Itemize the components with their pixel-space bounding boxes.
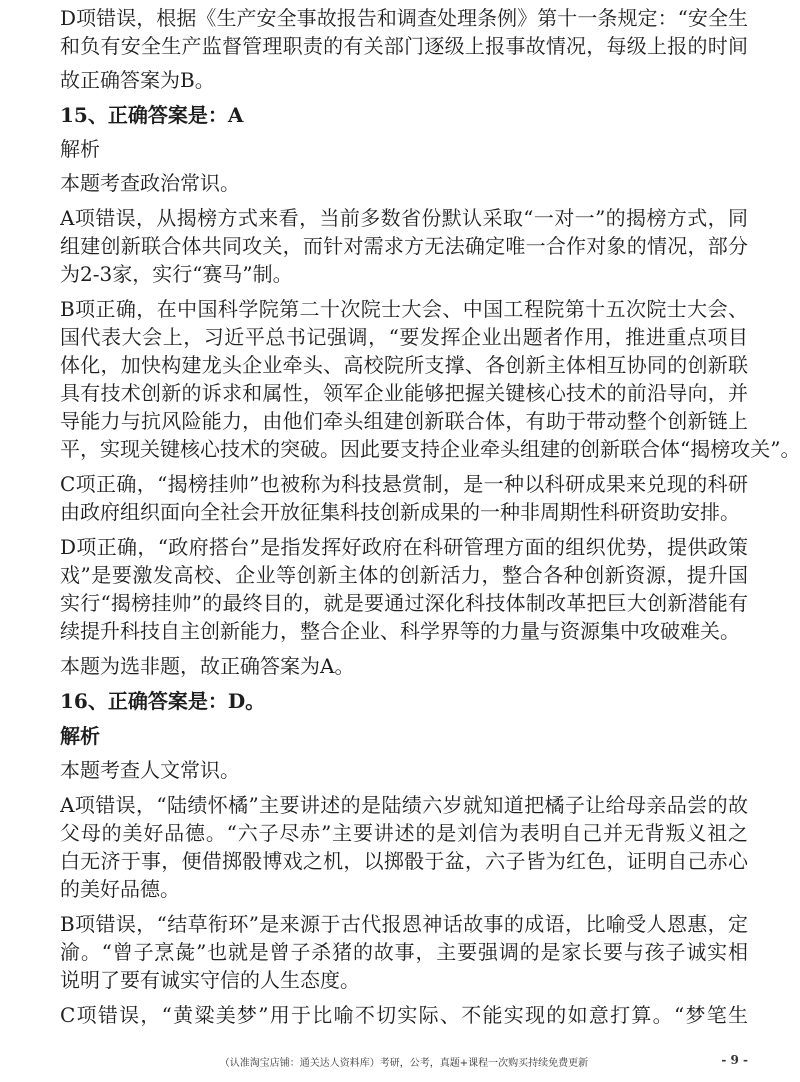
- text-line: 国代表大会上，习近平总书记强调，“要发挥企业出题者作用，推进重点项目: [60, 325, 748, 349]
- text-line: D项错误，根据《生产安全事故报告和调查处理条例》第十一条规定：“安全生: [60, 6, 748, 30]
- text-line: 父母的美好品德。“六子尽赤”主要讲述的是刘信为表明自己并无背叛义祖之: [60, 821, 748, 845]
- section-heading: 16、正确答案是：D。: [60, 689, 266, 713]
- text-line: 本题为选非题，故正确答案为A。: [60, 654, 355, 678]
- text-line: 的美好品德。: [60, 877, 180, 901]
- text-line: 白无济于事，便借掷骰博戏之机，以掷骰于盆，六子皆为红色，证明自己赤心: [60, 849, 748, 873]
- text-line: 组建创新联合体共同攻关，而针对需求方无法确定唯一合作对象的情况，部分: [60, 234, 748, 258]
- text-line: B项错误，“结草衔环”是来源于古代报恩神话故事的成语，比喻受人恩惠，定: [60, 912, 748, 936]
- text-line: 体化，加快构建龙头企业牵头、高校院所支撑、各创新主体相互协同的创新联: [60, 353, 748, 377]
- text-line: B项正确，在中国科学院第二十次院士大会、中国工程院第十五次院士大会、: [60, 297, 748, 321]
- text-line: C项正确，“揭榜挂帅”也被称为科技悬赏制，是一种以科研成果来兑现的科研: [60, 472, 748, 496]
- footer-note: （认准淘宝店铺：通关达人资料库）考研，公考，真题+课程一次购买持续免费更新: [219, 1058, 589, 1069]
- text-line: 说明了要有诚实守信的人生态度。: [60, 968, 360, 992]
- text-line: C项错误，“黄粱美梦”用于比喻不切实际、不能实现的如意打算。“梦笔生: [60, 1003, 748, 1027]
- text-line: D项正确，“政府搭台”是指发挥好政府在科研管理方面的组织优势，提供政策: [60, 535, 748, 559]
- text-line: A项错误，从揭榜方式来看，当前多数省份默认采取“一对一”的揭榜方式，同: [60, 206, 748, 230]
- section-heading: 解析: [60, 724, 100, 748]
- text-line: A项错误，“陆绩怀橘”主要讲述的是陆绩六岁就知道把橘子让给母亲品尝的故: [60, 793, 748, 817]
- text-line: 戏”是要激发高校、企业等创新主体的创新活力，整合各种创新资源，提升国: [60, 563, 748, 587]
- text-line: 和负有安全生产监督管理职责的有关部门逐级上报事故情况，每级上报的时间: [60, 34, 748, 58]
- text-line: 实行“揭榜挂帅”的最终目的，就是要通过深化科技体制改革把巨大创新潜能有: [60, 591, 748, 615]
- text-line: 解析: [60, 137, 100, 161]
- text-line: 渝。“曾子烹彘”也就是曾子杀猪的故事，主要强调的是家长要与孩子诚实相: [60, 940, 748, 964]
- text-line: 导能力与抗风险能力，由他们牵头组建创新联合体，有助于带动整个创新链上: [60, 409, 748, 433]
- text-line: 为2-3家，实行“赛马”制。: [60, 262, 293, 286]
- section-heading: 15、正确答案是：A: [60, 103, 244, 127]
- text-line: 续提升科技自主创新能力，整合企业、科学界等的力量与资源集中攻破难关。: [60, 619, 740, 643]
- text-line: 由政府组织面向全社会开放征集科技创新成果的一种非周期性科研资助安排。: [60, 500, 740, 524]
- text-line: 故正确答案为B。: [60, 68, 215, 92]
- text-line: 平，实现关键核心技术的突破。因此要支持企业牵头组建的创新联合体“揭榜攻关”。: [60, 437, 800, 461]
- page-number: - 9 -: [721, 1053, 748, 1067]
- text-line: 本题考查人文常识。: [60, 758, 240, 782]
- text-line: 具有技术创新的诉求和属性，领军企业能够把握关键核心技术的前沿导向，并: [60, 381, 748, 405]
- text-line: 本题考查政治常识。: [60, 171, 240, 195]
